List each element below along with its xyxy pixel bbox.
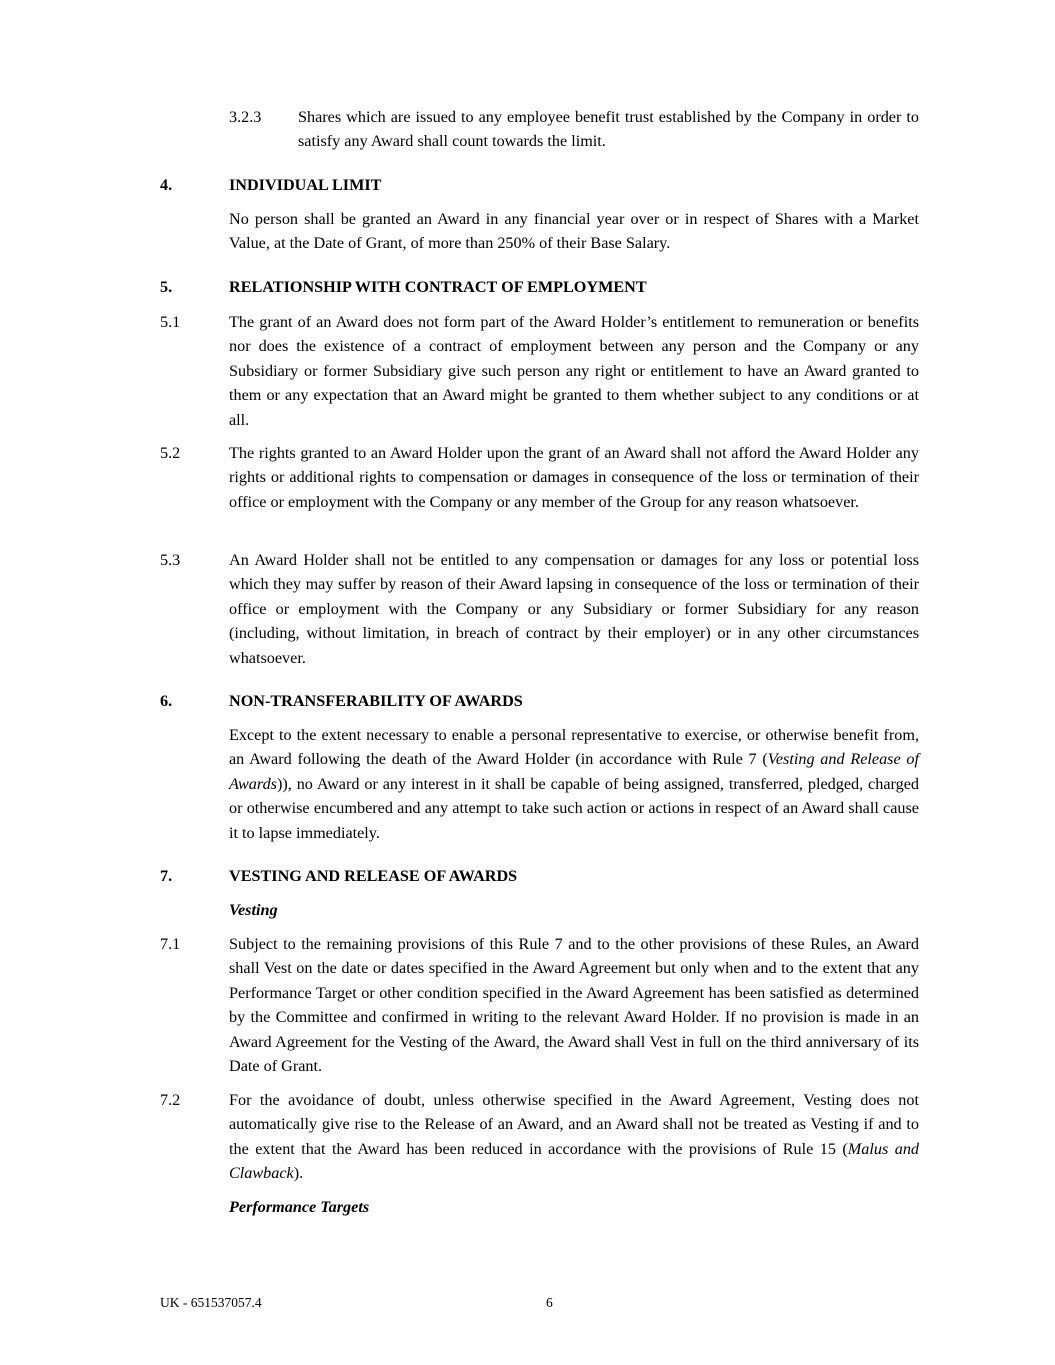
clause-number: 3.2.3	[229, 108, 262, 126]
section-title: NON-TRANSFERABILITY OF AWARDS	[229, 692, 523, 710]
clause-text: The grant of an Award does not form part of the Award Holder’s entitlement to remuneration or benefits nor does the existence of a contract of employment between any person and the Company or any Subsidiary or former Subsidiary give such person any right or entitlement to have an Award granted to them or any expectation that an Award might be granted to them whether subject to any conditions or at all.	[229, 313, 919, 429]
clause-number: 7.1	[160, 935, 181, 953]
subheading-performance-targets: Performance Targets	[229, 1198, 370, 1216]
section-6-heading	[160, 689, 919, 713]
clause-text: The rights granted to an Award Holder upon the grant of an Award shall not afford the Award Holder any rights or additional rights to compensation or damages in consequence of the loss or termination of their office or employment with the Company or any member of the Group for any reason whatsoever.	[229, 444, 919, 511]
document-reference: UK - 651537057.4	[160, 1295, 262, 1310]
text-segment: For the avoidance of doubt, unless otherwise specified in the Award Agreement, Vesting does not automatically give rise to the Release of an Award, and an Award shall not be treated as Vesting if and to the extent that the Award has been reduced in accordance with the provisions of Rule 15 (	[229, 1091, 919, 1158]
section-number: 6.	[160, 692, 173, 710]
clause-7-1	[160, 932, 919, 1078]
section-5-heading	[160, 275, 919, 299]
clause-5-1	[160, 310, 919, 432]
rule-reference: Malus and Clawback	[229, 1139, 920, 1183]
rule-reference: Vesting and Release of Awards	[229, 750, 920, 793]
clause-number: 5.3	[160, 551, 181, 569]
subheading-vesting: Vesting	[229, 901, 278, 919]
clause-text: An Award Holder shall not be entitled to any compensation or damages for any loss or potential loss which they may suffer by reason of their Award lapsing in consequence of the loss or termination of their office or employment with the Company or any Subsidiary or former Subsidiary for any reason (including, without limitation, in breach of contract by their employer) or in any other circumstances whatsoever.	[229, 551, 919, 667]
section-number: 5.	[160, 278, 173, 296]
section-number: 7.	[160, 867, 173, 885]
paragraph-text: No person shall be granted an Award in any financial year over or in respect of Shares with a Market Value, at the Date of Grant, of more than 250% of their Base Salary.	[229, 210, 919, 253]
text-segment: )), no Award or any interest in it shall be capable of being assigned, transferred, pledged, charged or otherwise encumbered and any attempt to take such action or actions in respect of an Award shall cause it to lapse immediately.	[229, 774, 919, 842]
section-title: VESTING AND RELEASE OF AWARDS	[229, 867, 518, 885]
section-4-heading	[160, 173, 919, 197]
section-4-paragraph	[160, 207, 919, 256]
clause-3-2-3	[229, 105, 919, 154]
clause-text: Subject to the remaining provisions of this Rule 7 and to the other provisions of these Rules, an Award shall Vest on the date or dates specified in the Award Agreement but only when and to the extent that any Performance Target or other condition specified in the Award Agreement has been satisfied as determined by the Committee and confirmed in writing to the relevant Award Holder. If no provision is made in an Award Agreement for the Vesting of the Award, the Award shall Vest in full on the third anniversary of its Date of Grant.	[229, 935, 919, 1076]
clause-text: Shares which are issued to any employee benefit trust established by the Company in order to satisfy any Award shall count towards the limit.	[298, 108, 919, 151]
text-segment: ).	[293, 1164, 304, 1183]
clause-7-2	[160, 1088, 919, 1186]
text-segment: Except to the extent necessary to enable a personal representative to exercise, or otherwise benefit from, an Award following the death of the Award Holder (in accordance with Rule 7 (	[229, 726, 919, 769]
clause-text	[229, 1088, 919, 1186]
section-title: INDIVIDUAL LIMIT	[229, 176, 382, 194]
section-number: 4.	[160, 176, 173, 194]
clause-number: 5.2	[160, 444, 181, 462]
section-title: RELATIONSHIP WITH CONTRACT OF EMPLOYMENT	[229, 278, 647, 296]
paragraph-text	[229, 723, 919, 845]
page-number: 6	[546, 1295, 553, 1310]
clause-number: 5.1	[160, 313, 181, 331]
clause-number: 7.2	[160, 1091, 181, 1109]
clause-5-2	[160, 441, 919, 514]
section-6-paragraph	[160, 723, 919, 845]
section-7-heading	[160, 864, 919, 888]
clause-5-3	[160, 548, 919, 670]
